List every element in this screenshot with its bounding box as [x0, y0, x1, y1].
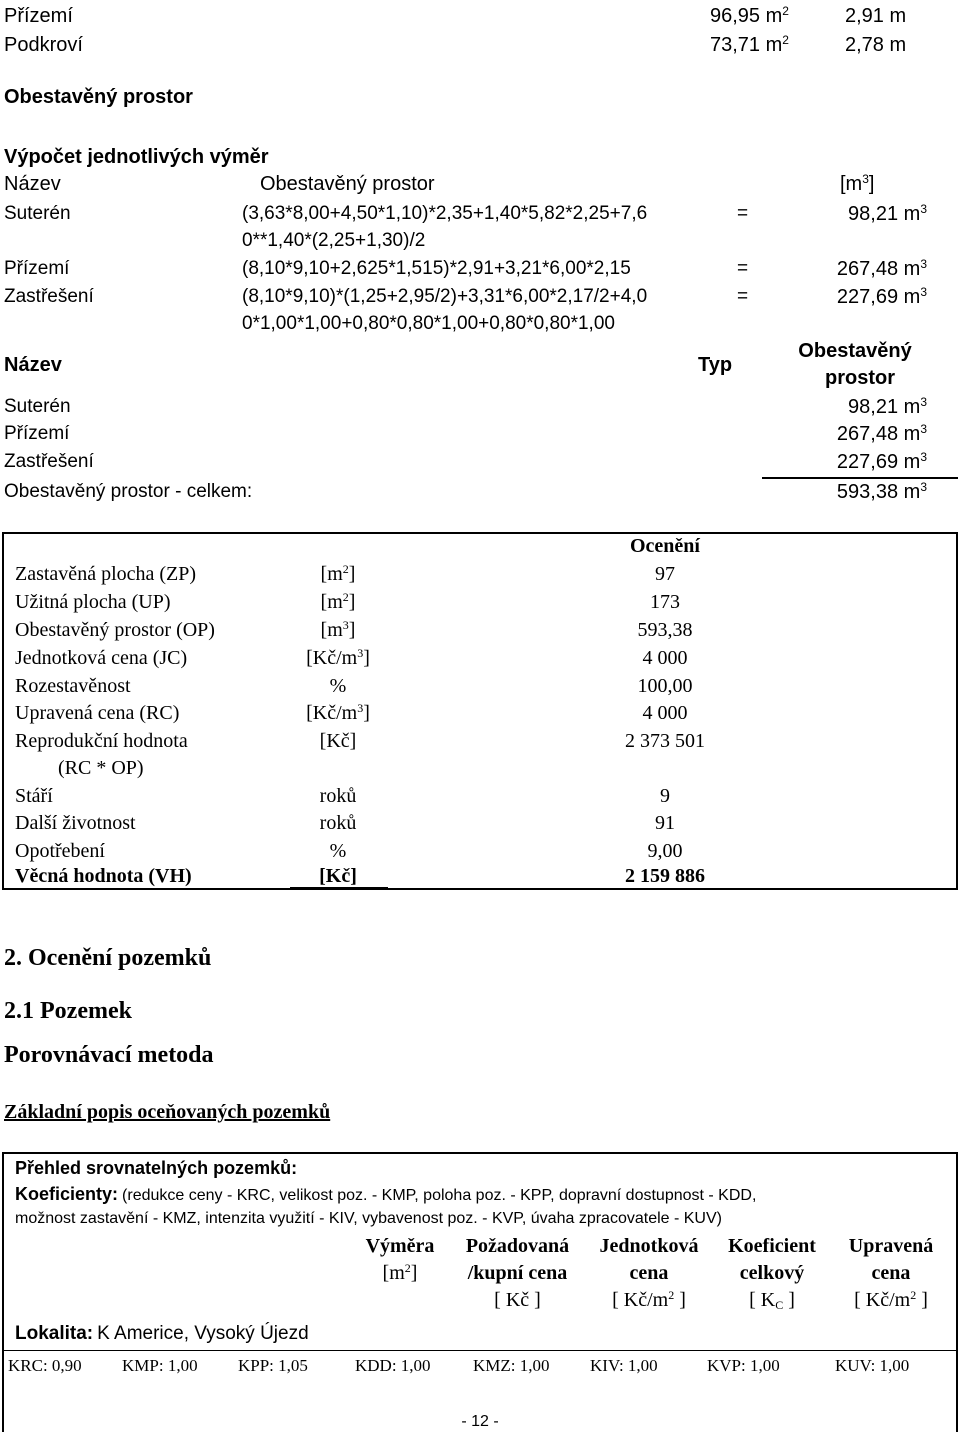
calc-row-2-eq: =: [737, 258, 749, 279]
calc-row-1-formula-1: (3,63*8,00+4,50*1,10)*2,35+1,40*5,82*2,25+7,6: [242, 203, 648, 224]
calc-row-1-eq: =: [737, 203, 749, 224]
coefficient-value: KDD: 1,00: [355, 1356, 431, 1375]
valuation-row-unit: roků: [319, 812, 357, 834]
valuation-final-label: Věcná hodnota (VH): [15, 865, 192, 887]
calc-row-1-name: Suterén: [4, 203, 71, 224]
summary-row-1-value: 98,21 $m^3$: [848, 395, 927, 418]
valuation-row-label: Upravená cena (RC): [15, 702, 180, 724]
header-upravena-1: Upravená: [848, 1235, 934, 1257]
locality-value: K Americe, Vysoký Újezd: [97, 1323, 309, 1344]
calc-row-3-eq: =: [737, 286, 749, 307]
method-heading: Porovnávací metoda: [4, 1042, 214, 1068]
valuation-row-unit: roků: [319, 785, 357, 807]
summary-total-value: 593,38 $m^3$: [836, 480, 927, 503]
area-height-1: 2,91 m: [845, 5, 907, 27]
section-2-heading: 2. Ocenění pozemků: [4, 945, 212, 971]
valuation-row-label: Další životnost: [15, 812, 136, 834]
calc-row-2-name: Přízemí: [4, 258, 70, 279]
summary-col-volume-2: prostor: [825, 367, 895, 389]
header-jednotkova-3: [ $Kč/m^2$ ]: [612, 1288, 686, 1311]
valuation-row-label: Opotřebení: [15, 840, 105, 862]
summary-row-1-name: Suterén: [4, 396, 71, 417]
valuation-row-unit: $[m^2]$: [320, 590, 356, 613]
valuation-row-value: 97: [655, 563, 675, 585]
area-value-1: 96,95 $m^2$: [710, 4, 789, 27]
header-jednotkova-2: cena: [629, 1262, 669, 1284]
valuation-row-value: 9: [660, 785, 670, 807]
valuation-row-label: Obestavěný prostor (OP): [15, 619, 215, 641]
calc-row-1-formula-2: 0**1,40*(2,25+1,30)/2: [242, 230, 426, 251]
calc-row-2-value: 267,48 $m^3$: [836, 257, 927, 280]
calc-row-3-formula-2: 0*1,00*1,00+0,80*0,80*1,00+0,80*0,80*1,00: [242, 313, 615, 334]
summary-col-type: Typ: [698, 354, 733, 376]
comparison-title: Přehled srovnatelných pozemků:: [15, 1158, 298, 1178]
valuation-row-label: Zastavěná plocha (ZP): [15, 563, 197, 585]
valuation-row-value: 593,38: [637, 619, 693, 641]
locality-line: [15, 1323, 309, 1345]
valuation-heading: Ocenění: [630, 535, 700, 557]
section-2-1-heading: 2.1 Pozemek: [4, 998, 132, 1024]
valuation-row-value: 91: [655, 812, 675, 834]
summary-row-2-name: Přízemí: [4, 423, 70, 444]
header-vymera-2: $[m^2]$: [382, 1261, 418, 1284]
header-koeficient-2: celkový: [739, 1262, 805, 1284]
header-pozadovana-3: [ Kč ]: [494, 1289, 541, 1311]
calc-col-unit: $[m^3]$: [840, 172, 875, 195]
coefficient-value: KUV: 1,00: [835, 1356, 910, 1375]
calc-heading: Výpočet jednotlivých výměr: [4, 146, 269, 168]
coefficients-line-1: [15, 1184, 756, 1205]
valuation-row-label: (RC * OP): [58, 757, 144, 779]
header-upravena-2: cena: [871, 1262, 911, 1284]
valuation-row-label: Stáří: [15, 785, 53, 807]
coefficient-value: KVP: 1,00: [707, 1356, 780, 1375]
valuation-row-label: Rozestavěnost: [15, 675, 131, 697]
calc-row-1-value: 98,21 $m^3$: [848, 202, 927, 225]
calc-row-3-formula-1: (8,10*9,10)*(1,25+2,95/2)+3,31*6,00*2,17/2+4,0: [242, 286, 648, 307]
header-koeficient-3: [ $K_C$ ]: [749, 1289, 795, 1312]
summary-total-label: Obestavěný prostor - celkem:: [4, 481, 253, 502]
summary-col-volume-1: Obestavěný: [798, 340, 912, 362]
header-vymera-1: Výměra: [365, 1235, 435, 1257]
volume-heading: Obestavěný prostor: [4, 86, 193, 108]
coefficient-value: KRC: 0,90: [8, 1356, 82, 1375]
header-pozadovana-2: /kupní cena: [467, 1262, 568, 1284]
calc-col-name: Název: [4, 173, 61, 195]
area-value-2: 73,71 $m^2$: [710, 33, 789, 56]
valuation-row-unit: %: [329, 840, 347, 862]
valuation-row-value: 2 373 501: [625, 730, 705, 752]
coefficient-value: KMZ: 1,00: [473, 1356, 550, 1375]
summary-col-name: Název: [4, 354, 62, 376]
locality-divider: [2, 1350, 958, 1351]
valuation-row-unit: [Kč]: [319, 730, 357, 752]
coefficients-text-2: možnost zastavění - KMZ, intenzita využití - KIV, vybavenost poz. - KVP, úvaha zpracovatele - KUV): [15, 1210, 722, 1227]
valuation-row-unit: %: [329, 675, 347, 697]
valuation-row-unit: $[m^3]$: [320, 618, 356, 641]
valuation-final-value: 2 159 886: [625, 865, 705, 887]
header-upravena-3: [ $Kč/m^2$ ]: [854, 1288, 928, 1311]
coefficient-value: KMP: 1,00: [122, 1356, 198, 1375]
valuation-row-label: Užitná plocha (UP): [15, 591, 171, 613]
summary-row-2-value: 267,48 $m^3$: [836, 422, 927, 445]
valuation-row-unit: $[Kč/m^3]$: [306, 646, 370, 669]
summary-row-3-name: Zastřešení: [4, 451, 94, 472]
basic-description-heading: Základní popis oceňovaných pozemků: [4, 1101, 331, 1123]
valuation-row-label: Jednotková cena (JC): [15, 647, 188, 669]
valuation-row-unit: $[m^2]$: [320, 562, 356, 585]
valuation-row-label: Reprodukční hodnota: [15, 730, 188, 752]
valuation-row-unit: $[Kč/m^3]$: [306, 701, 370, 724]
summary-row-3-value: 227,69 $m^3$: [836, 450, 927, 473]
valuation-row-value: 100,00: [637, 675, 693, 697]
calc-row-3-name: Zastřešení: [4, 286, 94, 307]
area-name-2: Podkroví: [4, 34, 83, 56]
coefficients-text-1: (redukce ceny - KRC, velikost poz. - KMP, poloha poz. - KPP, dopravní dostupnost - KDD,: [122, 1187, 757, 1204]
valuation-row-value: 4 000: [642, 702, 688, 724]
locality-label: Lokalita:: [15, 1323, 94, 1344]
valuation-final-unit: [Kč]: [319, 865, 357, 887]
valuation-unit-underline: [290, 887, 388, 889]
calc-row-2-formula-1: (8,10*9,10+2,625*1,515)*2,91+3,21*6,00*2,15: [242, 258, 631, 279]
area-height-2: 2,78 m: [845, 34, 907, 56]
valuation-row-value: 4 000: [642, 647, 688, 669]
area-name-1: Přízemí: [4, 5, 73, 27]
summary-total-divider: [762, 477, 958, 479]
header-pozadovana-1: Požadovaná: [465, 1235, 570, 1257]
valuation-row-value: 9,00: [647, 840, 683, 862]
calc-row-3-value: 227,69 $m^3$: [836, 285, 927, 308]
page-number: - 12 -: [461, 1413, 499, 1430]
header-koeficient-1: Koeficient: [728, 1235, 816, 1257]
header-jednotkova-1: Jednotková: [599, 1235, 699, 1257]
valuation-row-value: 173: [650, 591, 680, 613]
coefficient-value: KIV: 1,00: [590, 1356, 658, 1375]
coefficient-value: KPP: 1,05: [238, 1356, 308, 1375]
calc-col-formula: Obestavěný prostor: [260, 173, 435, 195]
coefficients-label: Koeficienty:: [15, 1184, 119, 1204]
